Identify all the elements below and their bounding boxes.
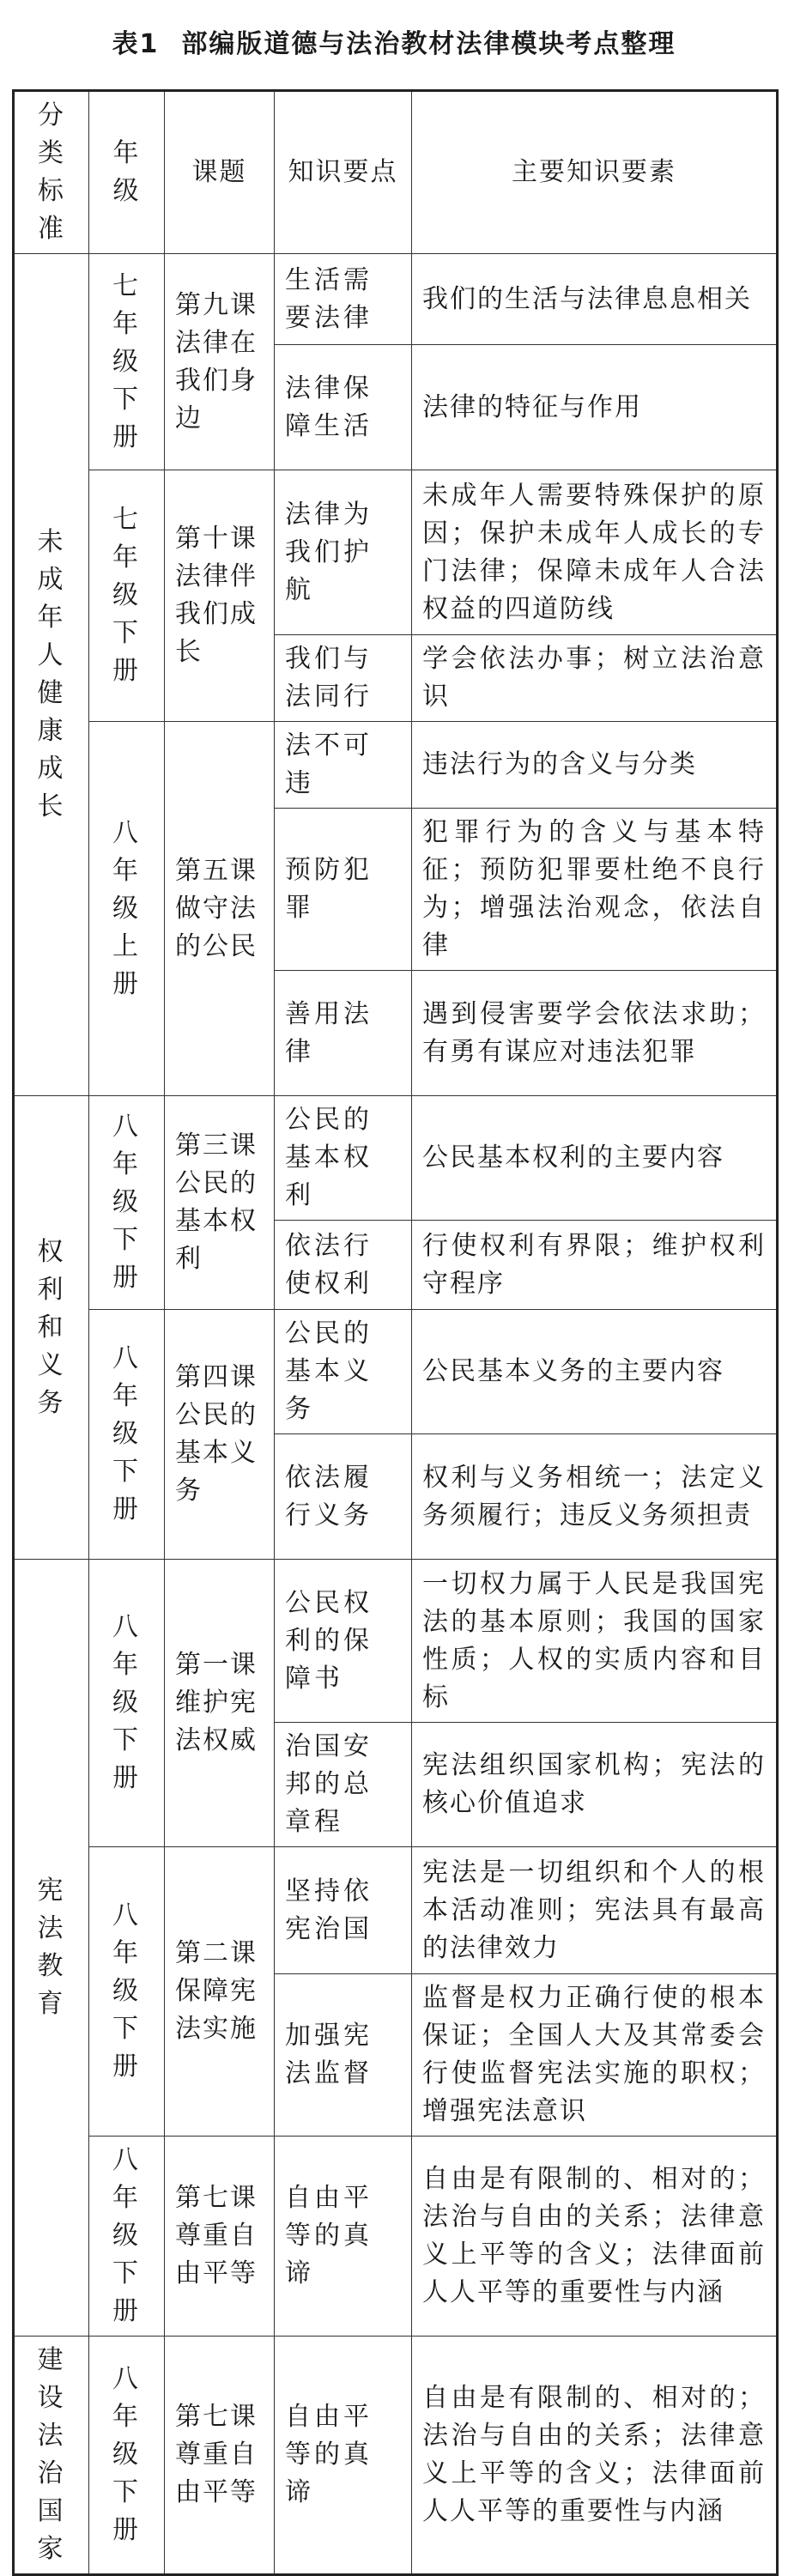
table-row	[14, 1560, 778, 1723]
knowledge-elements-cell: 宪法组织国家机构；宪法的核心价值追求	[412, 1723, 778, 1847]
knowledge-elements-cell: 行使权利有界限；维护权利守程序	[412, 1221, 778, 1310]
header-point: 知识要点	[275, 91, 412, 254]
category-cell: 建设法治国家	[14, 2337, 89, 2575]
knowledge-elements-cell: 监督是权力正确行使的根本保证；全国人大及其常委会行使监督宪法实施的职权；增强宪法意识	[412, 1974, 778, 2137]
table-row	[14, 470, 778, 635]
lesson-cell: 第十课法律伴我们成长	[165, 470, 275, 722]
category-cell: 未成年人健康成长	[14, 254, 89, 1096]
header-elements: 主要知识要素	[412, 91, 778, 254]
lesson-cell: 第四课公民的基本义务	[165, 1310, 275, 1560]
table-row	[14, 1310, 778, 1434]
lesson-cell: 第一课维护宪法权威	[165, 1560, 275, 1847]
grade-cell: 八年级下册	[89, 1310, 165, 1560]
grade-cell: 七年级下册	[89, 254, 165, 470]
lesson-cell: 第七课尊重自由平等	[165, 2337, 275, 2575]
header-category: 分类标准	[14, 91, 89, 254]
law-module-table	[12, 89, 779, 2576]
lesson-cell: 第五课做守法的公民	[165, 722, 275, 1096]
knowledge-point-cell: 自由平等的真谛	[275, 2137, 412, 2337]
knowledge-point-cell: 自由平等的真谛	[275, 2337, 412, 2575]
grade-cell: 八年级下册	[89, 1847, 165, 2137]
knowledge-elements-cell: 未成年人需要特殊保护的原因；保护未成年人成长的专门法律；保障未成年人合法权益的四道防线	[412, 470, 778, 635]
grade-cell: 八年级下册	[89, 2137, 165, 2337]
knowledge-point-cell: 坚持依宪治国	[275, 1847, 412, 1974]
table-row	[14, 254, 778, 345]
grade-cell: 七年级下册	[89, 470, 165, 722]
table-row	[14, 1096, 778, 1221]
lesson-cell: 第三课公民的基本权利	[165, 1096, 275, 1310]
knowledge-elements-cell: 我们的生活与法律息息相关	[412, 254, 778, 345]
knowledge-elements-cell: 法律的特征与作用	[412, 345, 778, 470]
knowledge-point-cell: 公民权利的保障书	[275, 1560, 412, 1723]
knowledge-elements-cell: 公民基本义务的主要内容	[412, 1310, 778, 1434]
knowledge-elements-cell: 自由是有限制的、相对的；法治与自由的关系；法律意义上平等的含义；法律面前人人平等的重要性与内涵	[412, 2137, 778, 2337]
knowledge-elements-cell: 自由是有限制的、相对的；法治与自由的关系；法律意义上平等的含义；法律面前人人平等的重要性与内涵	[412, 2337, 778, 2575]
knowledge-point-cell: 依法行使权利	[275, 1221, 412, 1310]
knowledge-elements-cell: 学会依法办事；树立法治意识	[412, 635, 778, 722]
grade-cell: 八年级下册	[89, 1096, 165, 1310]
category-cell: 权利和义务	[14, 1096, 89, 1560]
knowledge-point-cell: 法律保障生活	[275, 345, 412, 470]
knowledge-point-cell: 依法履行义务	[275, 1434, 412, 1560]
knowledge-point-cell: 预防犯罪	[275, 809, 412, 971]
header-row	[14, 91, 778, 254]
grade-cell: 八年级下册	[89, 2337, 165, 2575]
knowledge-elements-cell: 犯罪行为的含义与基本特征；预防犯罪要杜绝不良行为；增强法治观念，依法自律	[412, 809, 778, 971]
knowledge-elements-cell: 权利与义务相统一；法定义务须履行；违反义务须担责	[412, 1434, 778, 1560]
knowledge-point-cell: 法不可违	[275, 722, 412, 809]
table-caption	[0, 0, 788, 82]
lesson-cell: 第九课法律在我们身边	[165, 254, 275, 470]
grade-cell: 八年级上册	[89, 722, 165, 1096]
knowledge-elements-cell: 宪法是一切组织和个人的根本活动准则；宪法具有最高的法律效力	[412, 1847, 778, 1974]
knowledge-point-cell: 公民的基本义务	[275, 1310, 412, 1434]
knowledge-elements-cell: 公民基本权利的主要内容	[412, 1096, 778, 1221]
knowledge-point-cell: 公民的基本权利	[275, 1096, 412, 1221]
lesson-cell: 第二课保障宪法实施	[165, 1847, 275, 2137]
table-number: 表1	[112, 29, 160, 59]
table-row	[14, 1847, 778, 1974]
header-grade: 年级	[89, 91, 165, 254]
header-lesson: 课题	[165, 91, 275, 254]
knowledge-point-cell: 治国安邦的总章程	[275, 1723, 412, 1847]
knowledge-point-cell: 我们与法同行	[275, 635, 412, 722]
knowledge-elements-cell: 一切权力属于人民是我国宪法的基本原则；我国的国家性质；人权的实质内容和目标	[412, 1560, 778, 1723]
grade-cell: 八年级下册	[89, 1560, 165, 1847]
category-cell: 宪法教育	[14, 1560, 89, 2337]
knowledge-point-cell: 生活需要法律	[275, 254, 412, 345]
table-title: 部编版道德与法治教材法律模块考点整理	[181, 29, 676, 59]
knowledge-point-cell: 加强宪法监督	[275, 1974, 412, 2137]
knowledge-point-cell: 法律为我们护航	[275, 470, 412, 635]
knowledge-point-cell: 善用法律	[275, 971, 412, 1096]
lesson-cell: 第七课尊重自由平等	[165, 2137, 275, 2337]
table-row	[14, 722, 778, 809]
knowledge-elements-cell: 遇到侵害要学会依法求助；有勇有谋应对违法犯罪	[412, 971, 778, 1096]
knowledge-elements-cell: 违法行为的含义与分类	[412, 722, 778, 809]
table-row	[14, 2337, 778, 2575]
table-row	[14, 2137, 778, 2337]
